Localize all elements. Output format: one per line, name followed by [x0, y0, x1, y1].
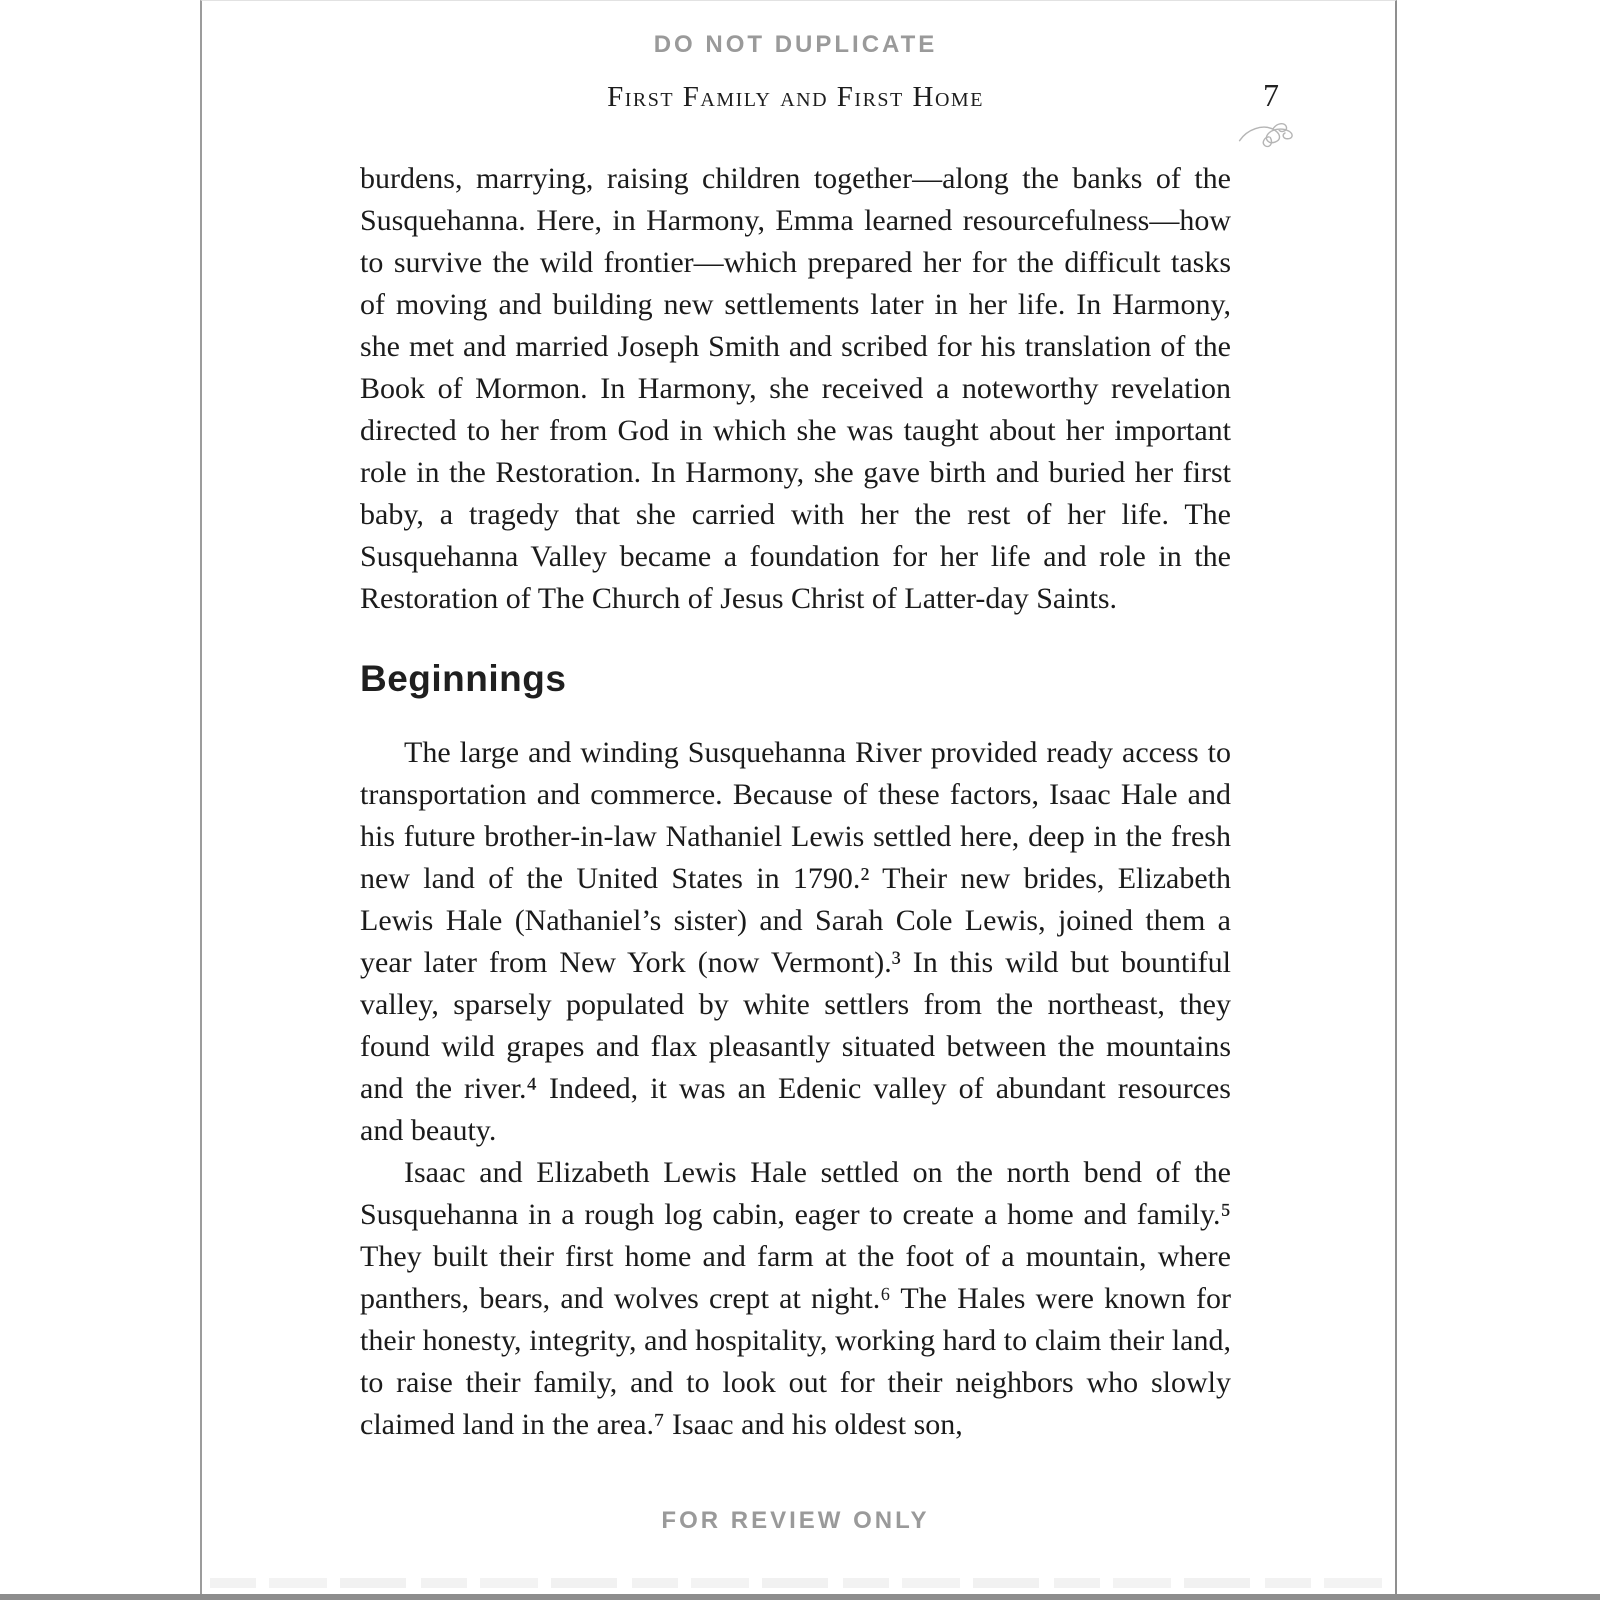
page-bottom-edge — [0, 1594, 1600, 1600]
paragraph: The large and winding Susquehanna River provided ready access to transportation and commerce. Because of these factors, Isaac Hale and his future brother-in-law Nathaniel Lewis settled here, deep in the fresh new land of the United States in 1790.² Their new brides, Elizabeth Lewis Hale (Nathaniel’s sister) and Sarah Cole Lewis, joined them a year later from New York (now Vermont).³ In this wild but bountiful valley, sparsely populated by white settlers from the northeast, they found wild grapes and flax pleasantly situated between the mountains and the river.⁴ Indeed, it was an Edenic valley of abundant resources and beauty. — [360, 736, 1231, 1147]
book-page — [200, 0, 1397, 1594]
flourish-ornament-icon — [1237, 115, 1301, 151]
next-page-ghost-text — [210, 1578, 1387, 1588]
running-head: First Family and First Home — [607, 81, 984, 113]
page-number: 7 — [1263, 77, 1279, 113]
paragraph: Isaac and Elizabeth Lewis Hale settled on the north bend of the Susquehanna in a rough log cabin, eager to create a home and family.⁵ They built their first home and farm at the foot of a mountain, where panthers, bears, and wolves crept at night.⁶ The Hales were known for their honesty, integrity, and hospitality, working hard to claim their land, to raise their family, and to look out for their neighbors who slowly claimed land in the area.⁷ Isaac and his oldest son, — [360, 1156, 1231, 1441]
section-heading-beginnings: Beginnings — [360, 658, 567, 699]
watermark-do-not-duplicate: DO NOT DUPLICATE — [653, 31, 938, 58]
watermark-for-review-only: FOR REVIEW ONLY — [661, 1507, 930, 1534]
paragraph-continuation: burdens, marrying, raising children together—along the banks of the Susquehanna. Here, in Harmony, Emma learned resourcefulness—how to survive the wild frontier—which prepared her for the difficult tasks of moving and building new settlements later in her life. In Harmony, she met and married Joseph Smith and scribed for his translation of the Book of Mormon. In Harmony, she received a noteworthy revelation directed to her from God in which she was taught about her important role in the Restoration. In Harmony, she gave birth and buried her first baby, a tragedy that she carried with her the rest of her life. The Susquehanna Valley became a foundation for her life and role in the Restoration of The Church of Jesus Christ of Latter-day Saints. — [360, 162, 1231, 615]
body-text — [360, 158, 1231, 1446]
